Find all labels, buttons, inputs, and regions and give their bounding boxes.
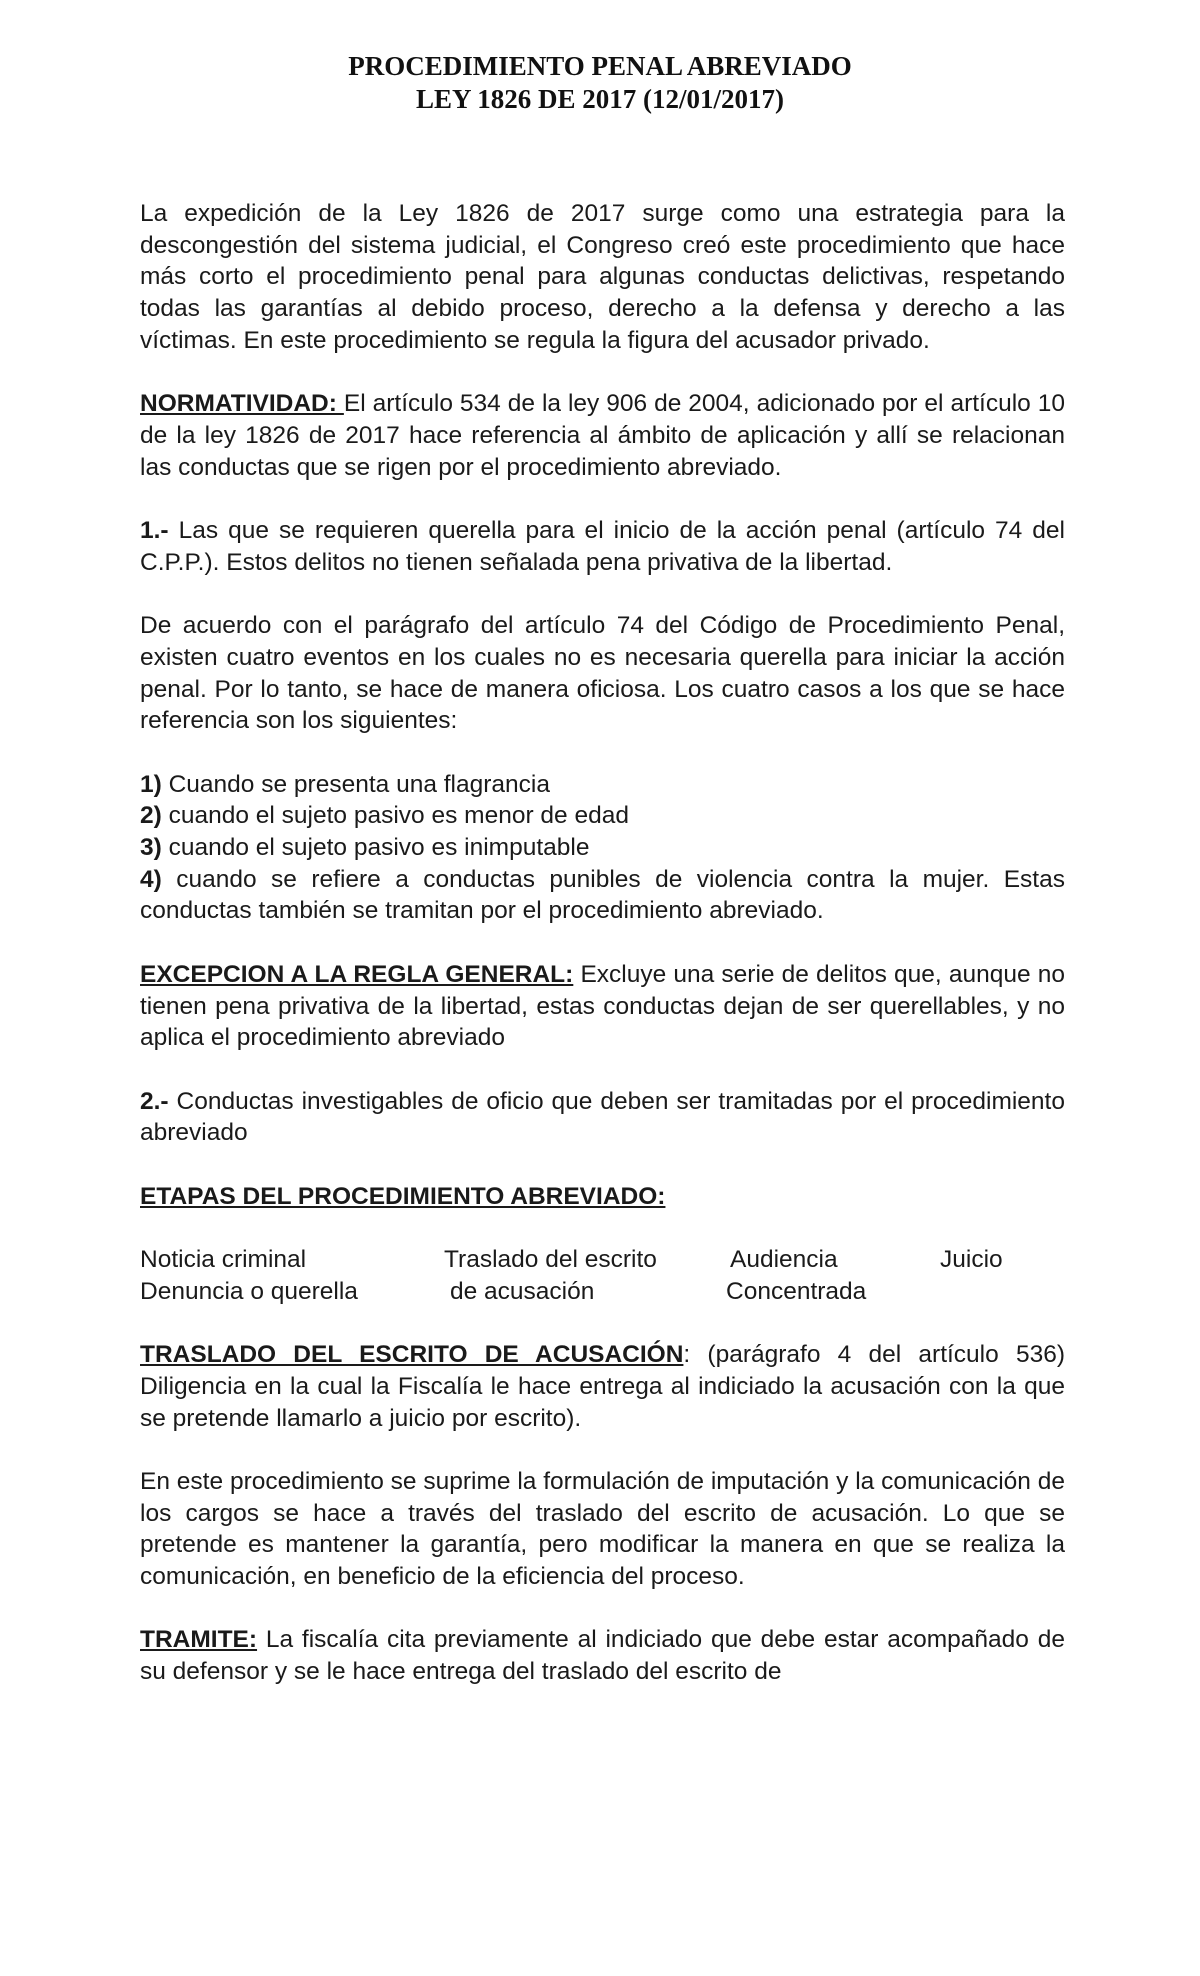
stage-line: Denuncia o querella <box>140 1277 358 1305</box>
stage-item <box>444 1244 726 1307</box>
normatividad-paragraph <box>140 388 1065 483</box>
stage-item <box>140 1244 444 1307</box>
tramite-label: TRAMITE: <box>140 1626 258 1654</box>
case-number: 4) <box>140 865 162 893</box>
list-item <box>140 771 550 798</box>
list-item <box>140 866 1065 925</box>
case-number: 1) <box>140 770 162 798</box>
traslado-paragraph <box>140 1339 1065 1434</box>
case-text: Cuando se presenta una flagrancia <box>161 770 550 798</box>
stage-line: Traslado del escrito <box>444 1246 657 1274</box>
supresion-paragraph: En este procedimiento se suprime la formulación de imputación y la comunicación de los cargos se hace a través del traslado del escrito de acusación. Lo que se pretende es mantener la garantía, pero modificar la manera en que se realiza la comunicación, en beneficio de la eficiencia del proceso. <box>140 1467 1065 1591</box>
item-2-label: 2.- <box>140 1087 169 1115</box>
document-header <box>0 50 1200 116</box>
tramite-paragraph <box>140 1624 1065 1687</box>
stage-line: Concentrada <box>726 1277 867 1305</box>
item-2-paragraph <box>140 1086 1065 1149</box>
list-item <box>140 834 589 861</box>
case-text: cuando el sujeto pasivo es inimputable <box>161 834 590 861</box>
paragrafo-paragraph: De acuerdo con el parágrafo del artículo 74 del Código de Procedimiento Penal, existen cuatro eventos en los cuales no es necesaria querella para iniciar la acción penal. Por lo tanto, se hace de manera oficiosa. Los cuatro casos a los que se hace referencia son los siguientes: <box>140 612 1065 735</box>
stage-line: de acusación <box>450 1277 595 1305</box>
case-text: cuando se refiere a conductas punibles de violencia contra la mujer. Estas conductas también se tramitan por el procedimiento abreviado. <box>140 865 1065 925</box>
case-text: cuando el sujeto pasivo es menor de edad <box>161 802 629 830</box>
excepcion-label: EXCEPCION A LA REGLA GENERAL: <box>140 960 574 988</box>
stage-item <box>726 1244 940 1307</box>
normatividad-text: El artículo 534 de la ley 906 de 2004, adicionado por el artículo 10 de la ley 1826 de 2017 hace referencia al ámbito de aplicación y allí se relacionan las conductas que se rigen por el procedimiento abreviado. <box>140 390 1065 481</box>
document-title: PROCEDIMIENTO PENAL ABREVIADO <box>348 51 852 81</box>
excepcion-text: Excluye una serie de delitos que, aunque no tienen pena privativa de la libertad, estas conductas dejan de ser querellables, y no aplica el procedimiento abreviado <box>140 960 1066 1052</box>
item-2-text: Conductas investigables de oficio que deben ser tramitadas por el procedimiento abreviado <box>140 1087 1065 1147</box>
stage-line: Juicio <box>940 1246 1003 1274</box>
cases-list <box>140 769 1065 928</box>
traslado-label: TRASLADO DEL ESCRITO DE ACUSACIÓN <box>140 1341 684 1369</box>
stage-line: Noticia criminal <box>140 1246 307 1274</box>
document-subtitle: LEY 1826 DE 2017 (12/01/2017) <box>415 84 784 114</box>
etapas-stages <box>140 1244 1065 1307</box>
item-1-label: 1.- <box>140 517 169 544</box>
item-1-text: Las que se requieren querella para el inicio de la acción penal (artículo 74 del C.P.P.). Estos delitos no tienen señalada pena privativa de la libertad. <box>140 517 1065 576</box>
normatividad-label: NORMATIVIDAD: <box>140 390 344 418</box>
traslado-text: : (parágrafo 4 del artículo 536) Diligencia en la cual la Fiscalía le hace entrega al indiciado la acusación con la que se pretende llamarlo a juicio por escrito). <box>140 1341 1065 1432</box>
case-number: 3) <box>140 834 162 861</box>
item-1-paragraph <box>140 515 1065 578</box>
tramite-text: La fiscalía cita previamente al indiciado que debe estar acompañado de su defensor y se le hace entrega del traslado del escrito de <box>140 1626 1065 1686</box>
etapas-heading: ETAPAS DEL PROCEDIMIENTO ABREVIADO: <box>140 1182 666 1210</box>
stage-line: Audiencia <box>730 1246 838 1274</box>
list-item <box>140 802 629 829</box>
etapas-heading-paragraph <box>140 1181 1065 1213</box>
stage-item <box>940 1244 1065 1307</box>
document-body <box>140 198 1065 1720</box>
intro-paragraph: La expedición de la Ley 1826 de 2017 surge como una estrategia para la descongestión del sistema judicial, el Congreso creó este procedimiento que hace más corto el procedimiento penal para algunas conductas delictivas, respetando todas las garantías al debido proceso, derecho a la defensa y derecho a las víctimas. En este procedimiento se regula la figura del acusador privado. <box>140 200 1065 354</box>
excepcion-paragraph <box>140 959 1065 1054</box>
case-number: 2) <box>140 802 162 830</box>
